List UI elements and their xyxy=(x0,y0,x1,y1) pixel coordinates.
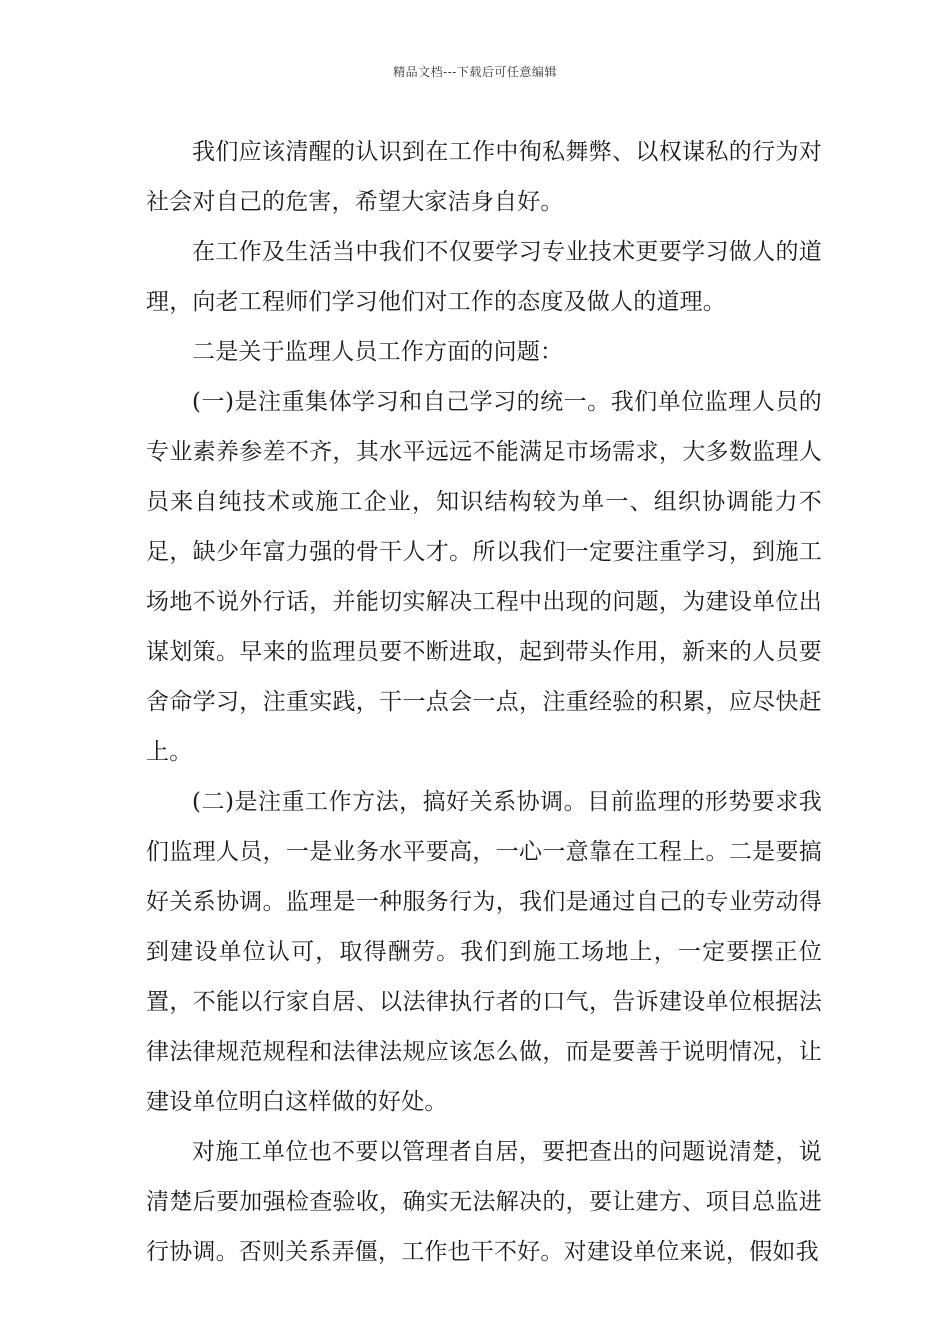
paragraph-5: (二)是注重工作方法，搞好关系协调。目前监理的形势要求我们监理人员，一是业务水平要高，一心一意靠在工程上。二是要搞好关系协调。监理是一种服务行为，我们是通过自己的专业劳动得到建设单位认可，取得酬劳。我们到施工场地上，一定要摆正位置，不能以行家自居、以法律执行者的口气，告诉建设单位根据法律法律规范规程和法律法规应该怎么做，而是要善于说明情况，让建设单位明白这样做的好处。 xyxy=(146,789,822,1115)
document-body xyxy=(146,127,822,1277)
paragraph-6: 对施工单位也不要以管理者自居，要把查出的问题说清楚，说清楚后要加强检查验收，确实无法解决的，要让建方、项目总监进行协调。否则关系弄僵，工作也干不好。对建设单位来说，假如我 xyxy=(146,1139,822,1265)
paragraph-3: 二是关于监理人员工作方面的问题： xyxy=(192,339,564,365)
paragraph-4: (一)是注重集体学习和自己学习的统一。我们单位监理人员的专业素养参差不齐，其水平远远不能满足市场需求，大多数监理人员来自纯技术或施工企业，知识结构较为单一、组织协调能力不足，缺少年富力强的骨干人才。所以我们一定要注重学习，到施工场地不说外行话，并能切实解决工程中出现的问题，为建设单位出谋划策。早来的监理员要不断进取，起到带头作用，新来的人员要舍命学习，注重实践，干一点会一点，注重经验的积累，应尽快赶上。 xyxy=(146,389,822,765)
paragraph-2: 在工作及生活当中我们不仅要学习专业技术更要学习做人的道理，向老工程师们学习他们对工作的态度及做人的道理。 xyxy=(146,239,822,315)
paragraph-1: 我们应该清醒的认识到在工作中徇私舞弊、以权谋私的行为对社会对自己的危害，希望大家洁身自好。 xyxy=(146,139,822,215)
page-header: 精品文档---下载后可任意编辑 xyxy=(393,65,557,79)
